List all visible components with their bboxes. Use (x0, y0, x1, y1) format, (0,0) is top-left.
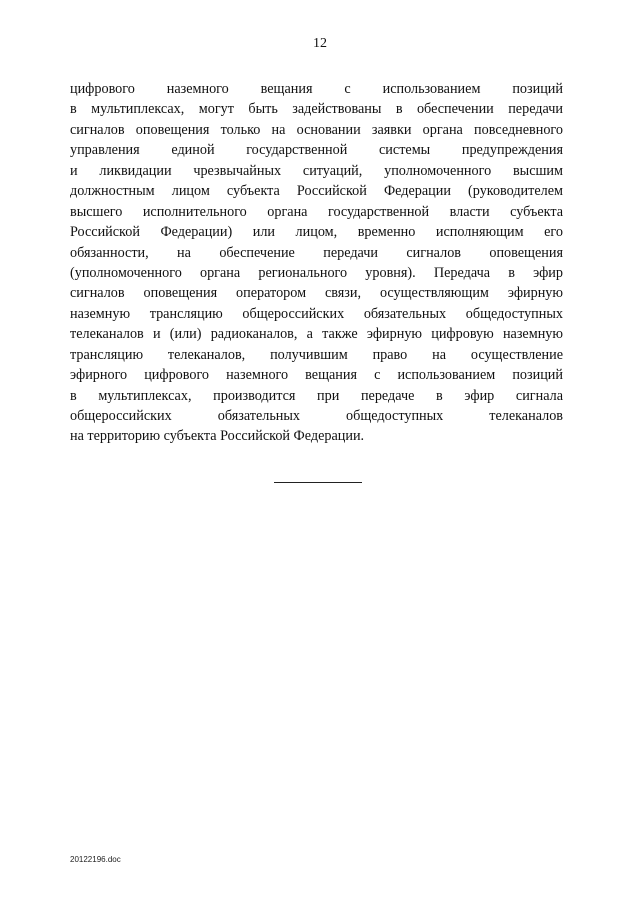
text-line: трансляцию телеканалов, получившим право на осуществление (70, 346, 563, 363)
document-body (70, 79, 563, 447)
text-line: цифрового наземного вещания с использованием позиций (70, 81, 563, 97)
end-of-document-rule (274, 482, 362, 483)
text-line: сигналов оповещения только на основании заявки органа повседневного (70, 121, 563, 138)
text-line: телеканалов и (или) радиоканалов, а также эфирную цифровую наземную (70, 326, 563, 343)
text-line: должностным лицом субъекта Российской Федерации (руководителем (70, 183, 563, 200)
text-line: Российской Федерации) или лицом, временно исполняющим его (70, 224, 563, 241)
text-line: общероссийских обязательных общедоступных телеканалов (70, 408, 563, 424)
text-line-last: на территорию субъекта Российской Федерации. (70, 428, 365, 445)
text-line: управления единой государственной системы предупреждения (70, 142, 563, 159)
file-name-footer: 20122196.doc (70, 855, 121, 864)
text-line: (уполномоченного органа регионального уровня). Передача в эфир (70, 264, 563, 281)
page-number: 12 (313, 36, 327, 51)
text-line: и ликвидации чрезвычайных ситуаций, уполномоченного высшим (70, 162, 563, 179)
text-line: сигналов оповещения оператором связи, осуществляющим эфирную (70, 285, 563, 302)
text-line: в мультиплексах, производится при передаче в эфир сигнала (70, 387, 563, 404)
text-line: высшего исполнительного органа государственной власти субъекта (70, 203, 563, 220)
text-line: в мультиплексах, могут быть задействованы в обеспечении передачи (70, 101, 563, 118)
text-line: обязанности, на обеспечение передачи сигналов оповещения (70, 244, 563, 261)
text-line: эфирного цифрового наземного вещания с использованием позиций (70, 367, 563, 384)
text-line: наземную трансляцию общероссийских обязательных общедоступных (70, 305, 563, 322)
